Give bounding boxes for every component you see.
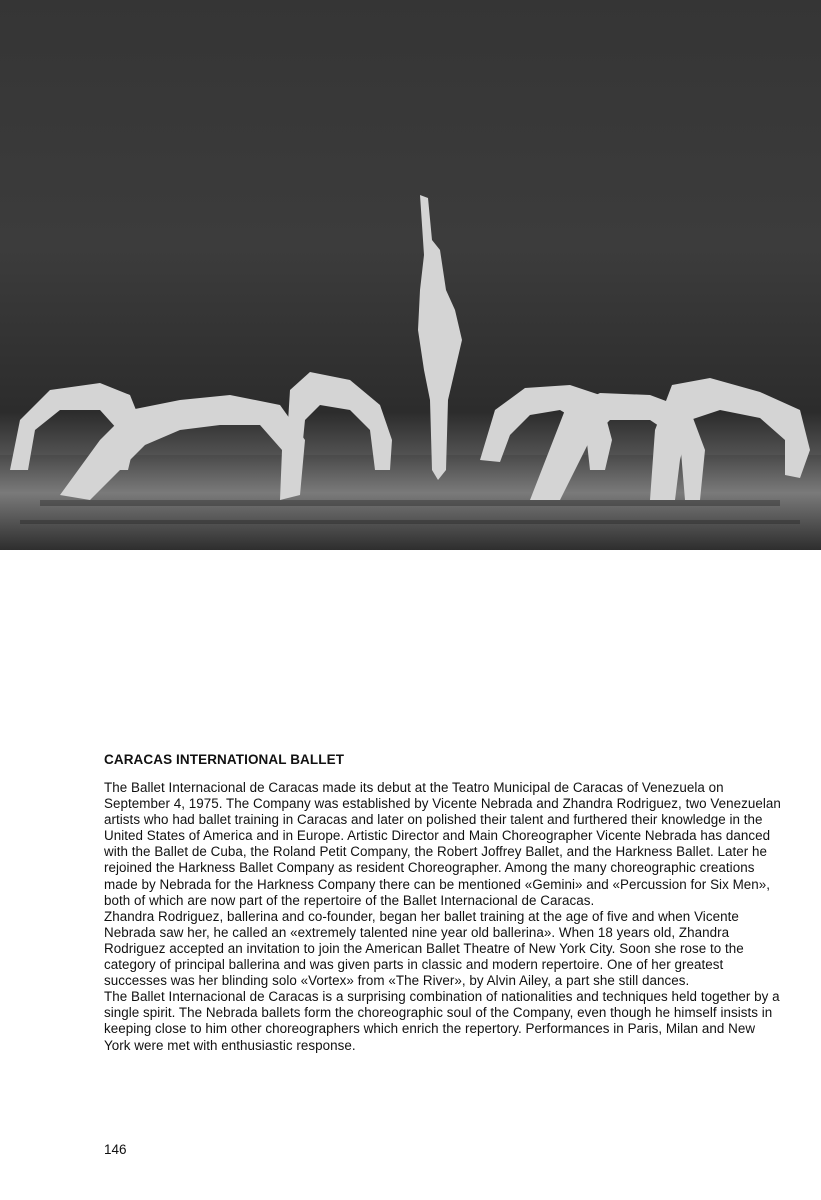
page-number: 146 xyxy=(104,1142,127,1157)
article-paragraph-3: The Ballet Internacional de Caracas is a surprising combination of nationalities and techniques held together by a single spirit. The Nebrada ballets form the choreographic soul of the Company, even though he himself insists in keeping close to him other choreographers which enrich the repertory. Performances in Paris, Milan and New York were met with enthusiastic response. xyxy=(104,989,780,1053)
article-paragraph-2: Zhandra Rodriguez, ballerina and co-founder, began her ballet training at the age of five and when Vicente Nebrada saw her, he called an «extremely talented nine year old ballerina». When 18 years old, Zhandra Rodriguez accepted an invitation to join the American Ballet Theatre of New York City. Soon she rose to the category of principal ballerina and was given parts in classic and modern repertoire. One of her greatest successes was her blinding solo «Vortex» from «The River», by Alvin Ailey, a part she still dances. xyxy=(104,908,744,989)
ballet-photo-illustration xyxy=(0,0,821,550)
article-title: CARACAS INTERNATIONAL BALLET xyxy=(104,752,345,767)
central-dancer xyxy=(418,195,462,480)
article xyxy=(104,751,784,1054)
ballet-photo xyxy=(0,0,821,550)
dancers-group xyxy=(10,195,810,500)
article-paragraph-1: The Ballet Internacional de Caracas made its debut at the Teatro Municipal de Caracas of Venezuela on September 4, 1975. The Company was established by Vicente Nebrada and Zhandra Rodriguez, two Venezuelan artists who had ballet training in Caracas and later on polished their talent and furthered their knowledge in the United States of America and in Europe. Artistic Director and Main Choreographer Vicente Nebrada has danced with the Ballet de Cuba, the Roland Petit Company, the Robert Joffrey Ballet, and the Harkness Ballet. Later he rejoined the Harkness Ballet Company as resident Choreographer. Among the many choreographic creations made by Nebrada for the Harkness Company there can be mentioned «Gemini» and «Percussion for Six Men», both of which are now part of the repertoire of the Ballet Internacional de Caracas. xyxy=(104,780,781,908)
